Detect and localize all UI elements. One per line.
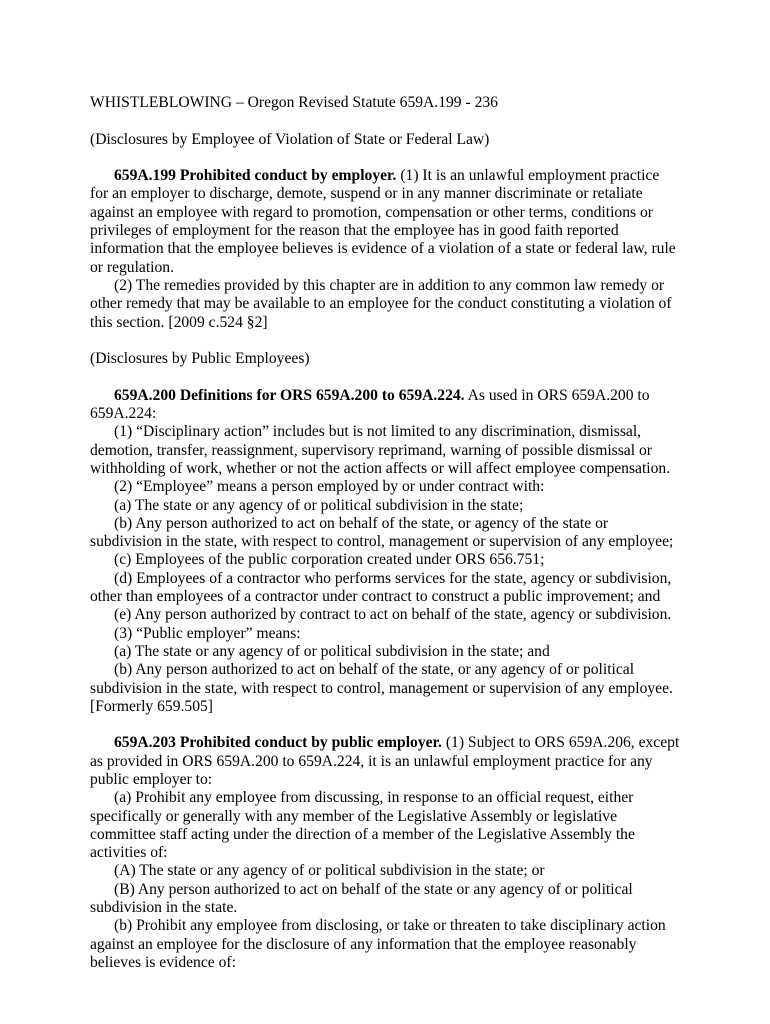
- paragraph-text: (A) The state or any agency of or political subdivision in the state; or: [114, 862, 545, 880]
- paragraph: [90, 625, 680, 643]
- document-title: WHISTLEBLOWING – Oregon Revised Statute 659A.199 - 236: [90, 94, 498, 111]
- paragraph-text: (b) Prohibit any employee from disclosing, or take or threaten to take disciplinary action against an employee for the disclosure of any information that the employee reasonably believes is evidence of:: [90, 917, 666, 971]
- paragraph: [90, 734, 680, 789]
- paragraph: [90, 167, 680, 277]
- paragraph: [90, 917, 680, 972]
- section-heading: (Disclosures by Public Employees): [90, 350, 310, 368]
- paragraph-text: (1) It is an unlawful employment practice for an employer to discharge, demote, suspend or in any manner discriminate or retaliate against an employee with regard to promotion, compensation or other terms, conditions or privileges of employment for the reason that the employee has in good faith reported information that the employee believes is evidence of a violation of a state or federal law, rule or regulation.: [90, 167, 676, 276]
- paragraph: [90, 497, 680, 515]
- paragraph-text: (c) Employees of the public corporation created under ORS 656.751;: [114, 551, 545, 569]
- paragraph: [90, 881, 680, 918]
- paragraph-text: As used in ORS 659A.200 to 659A.224:: [90, 386, 650, 423]
- paragraph-text: (a) The state or any agency of or political subdivision in the state;: [114, 496, 524, 514]
- paragraph: [90, 551, 680, 569]
- paragraph: [90, 423, 680, 478]
- paragraph: [90, 661, 680, 716]
- paragraph-text: (2) “Employee” means a person employed by or under contract with:: [114, 478, 545, 496]
- paragraph-text: (a) The state or any agency of or political subdivision in the state; and: [114, 642, 550, 660]
- paragraph-text: (b) Any person authorized to act on behalf of the state, or agency of the state or subdivision in the state, with respect to control, management or supervision of any employee;: [90, 514, 674, 551]
- statute-lead-bold: 659A.199 Prohibited conduct by employer.: [114, 167, 397, 185]
- statute-block: [90, 387, 680, 716]
- paragraph: [90, 862, 680, 880]
- paragraph: [90, 515, 680, 552]
- paragraph-text: (e) Any person authorized by contract to act on behalf of the state, agency or subdivision.: [114, 606, 672, 624]
- paragraph: [90, 387, 680, 424]
- paragraph-text: (B) Any person authorized to act on behalf of the state or any agency of or political subdivision in the state.: [90, 880, 633, 917]
- paragraph-text: (b) Any person authorized to act on behalf of the state, or any agency of or political subdivision in the state, with respect to control, management or supervision of any employee. [Formerly 659.505]: [90, 661, 673, 715]
- paragraph-text: (1) Subject to ORS 659A.206, except as provided in ORS 659A.200 to 659A.224, it is an unlawful employment practice for any public employer to:: [90, 734, 680, 788]
- paragraph: [90, 789, 680, 862]
- section-heading: (Disclosures by Employee of Violation of State or Federal Law): [90, 130, 490, 148]
- paragraph-text: (1) “Disciplinary action” includes but is not limited to any discrimination, dismissal, demotion, transfer, reassignment, supervisory reprimand, warning of possible dismissal or withholding of work, whether or not the action affects or will affect employee compensation.: [90, 423, 671, 477]
- paragraph-text: (d) Employees of a contractor who performs services for the state, agency or subdivision, other than employees of a contractor under contract to construct a public improvement; and: [90, 569, 672, 606]
- document-body: [90, 131, 680, 973]
- paragraph: [90, 606, 680, 624]
- statute-lead-bold: 659A.203 Prohibited conduct by public employer.: [114, 734, 442, 752]
- statute-block: [90, 167, 680, 332]
- statute-block: [90, 734, 680, 972]
- paragraph: [90, 643, 680, 661]
- statute-lead-bold: 659A.200 Definitions for ORS 659A.200 to 659A.224.: [114, 386, 465, 404]
- paragraph-text: (3) “Public employer” means:: [114, 624, 301, 642]
- paragraph-text: (a) Prohibit any employee from discussing, in response to an official request, either specifically or generally with any member of the Legislative Assembly or legislative committee staff acting under the direction of a member of the Legislative Assembly the activities of:: [90, 789, 635, 862]
- paragraph-text: (2) The remedies provided by this chapter are in addition to any common law remedy or other remedy that may be available to an employee for the conduct constituting a violation of this section. [2009 c.524 §2]: [90, 276, 672, 331]
- paragraph: [90, 478, 680, 496]
- paragraph: [90, 277, 680, 332]
- paragraph: [90, 570, 680, 607]
